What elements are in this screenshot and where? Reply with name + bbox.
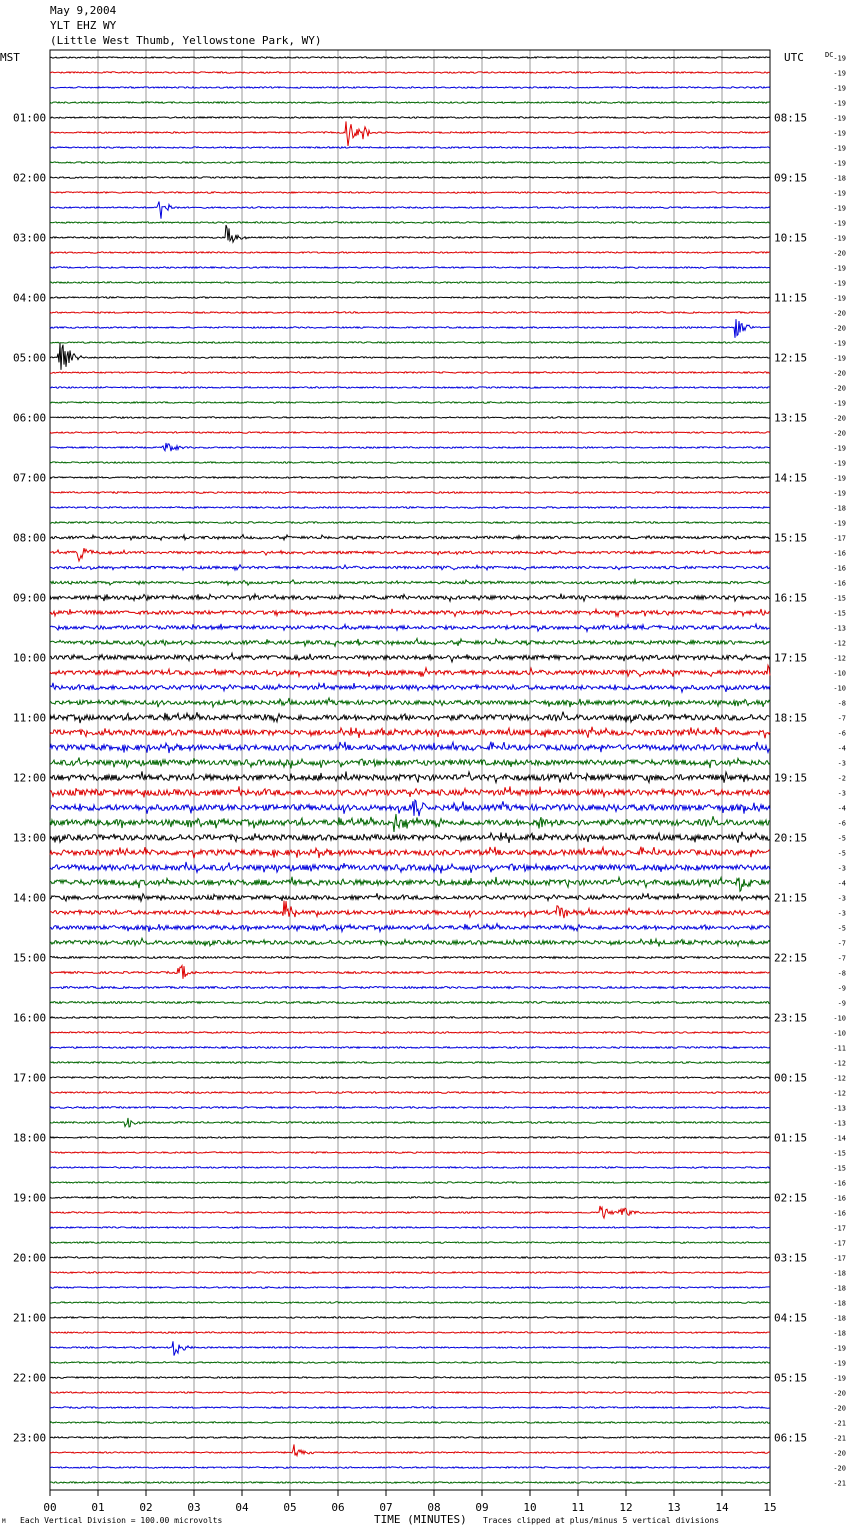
- dc-offset-label: -12: [833, 639, 846, 648]
- right-hour-label: 10:15: [774, 231, 808, 245]
- trace-row-18: [50, 319, 770, 338]
- trace-row-81: [50, 1272, 770, 1273]
- trace-row-13: [50, 252, 770, 253]
- trace-row-29: [50, 492, 770, 494]
- trace-row-80: [50, 1257, 770, 1258]
- trace-row-79: [50, 1242, 770, 1243]
- dc-offset-label: -19: [833, 264, 846, 273]
- trace-row-88: [50, 1377, 770, 1378]
- trace-row-40: [50, 653, 770, 662]
- corner-mark: M: [2, 1518, 6, 1525]
- trace-row-2: [50, 87, 770, 88]
- dc-offset-label: -21: [833, 1419, 846, 1428]
- dc-offset-label: -12: [833, 1059, 846, 1068]
- right-hour-label: 19:15: [774, 771, 808, 785]
- dc-offset-label: -15: [833, 1149, 846, 1158]
- trace-row-19: [50, 342, 770, 343]
- trace-row-82: [50, 1287, 770, 1288]
- dc-offset-label: -19: [833, 294, 846, 303]
- left-hour-label: 05:00: [13, 351, 47, 365]
- trace-row-7: [50, 162, 770, 163]
- left-hour-label: 11:00: [13, 711, 47, 725]
- left-hour-label: 18:00: [13, 1131, 47, 1145]
- dc-offset-label: -9: [837, 999, 846, 1008]
- dc-offset-label: -3: [837, 909, 846, 918]
- dc-offset-label: -19: [833, 489, 846, 498]
- dc-offset-label: -4: [837, 804, 846, 813]
- x-tick-label-03: 03: [187, 1501, 201, 1514]
- dc-offset-label: -6: [837, 819, 846, 828]
- right-timezone-label: UTC: [784, 51, 804, 64]
- dc-offset-header: DC: [825, 51, 834, 59]
- trace-row-62: [50, 987, 770, 989]
- dc-offset-label: -13: [833, 1104, 846, 1113]
- trace-row-93: [50, 1444, 770, 1455]
- trace-rows: [50, 57, 770, 1483]
- trace-row-84: [50, 1317, 770, 1318]
- dc-offset-label: -13: [833, 1119, 846, 1128]
- dc-offset-label: -20: [833, 1389, 846, 1398]
- dc-offset-label: -18: [833, 174, 846, 183]
- trace-row-61: [50, 966, 770, 979]
- trace-row-72: [50, 1137, 770, 1138]
- right-hour-label: 15:15: [774, 531, 808, 545]
- trace-row-70: [50, 1107, 770, 1109]
- right-hour-label: 17:15: [774, 651, 808, 665]
- trace-row-43: [50, 698, 770, 707]
- dc-offset-label: -19: [833, 204, 846, 213]
- trace-row-36: [50, 594, 770, 602]
- dc-offset-label: -15: [833, 609, 846, 618]
- dc-offset-label: -19: [833, 459, 846, 468]
- x-tick-label-13: 13: [667, 1501, 681, 1514]
- left-timezone-label: MST: [0, 51, 20, 64]
- dc-offset-label: -16: [833, 549, 846, 558]
- x-tick-label-11: 11: [571, 1501, 585, 1514]
- dc-offset-label: -15: [833, 594, 846, 603]
- trace-row-38: [50, 624, 770, 632]
- trace-row-50: [50, 800, 770, 816]
- dc-offset-label: -19: [833, 84, 846, 93]
- location-label: (Little West Thumb, Yellowstone Park, WY): [50, 34, 322, 47]
- trace-row-24: [50, 417, 770, 418]
- dc-offset-label: -18: [833, 1284, 846, 1293]
- right-hour-label: 05:15: [774, 1371, 808, 1385]
- dc-offset-label: -14: [833, 1134, 846, 1143]
- left-hour-label: 19:00: [13, 1191, 47, 1205]
- right-hour-label: 01:15: [774, 1131, 808, 1145]
- dc-offset-label: -19: [833, 519, 846, 528]
- dc-offset-label: -10: [833, 1014, 846, 1023]
- dc-offset-label: -17: [833, 1254, 846, 1263]
- right-hour-label: 08:15: [774, 111, 808, 125]
- dc-offset-label: -16: [833, 1194, 846, 1203]
- left-hour-label: 22:00: [13, 1371, 47, 1385]
- dc-offset-label: -21: [833, 1434, 846, 1443]
- x-tick-label-05: 05: [283, 1501, 297, 1514]
- dc-offset-label: -19: [833, 444, 846, 453]
- right-hour-label: 09:15: [774, 171, 808, 185]
- left-hour-label: 23:00: [13, 1431, 47, 1445]
- left-hour-label: 06:00: [13, 411, 47, 425]
- trace-row-15: [50, 282, 770, 283]
- dc-offset-label: -20: [833, 1404, 846, 1413]
- x-tick-label-02: 02: [139, 1501, 153, 1514]
- dc-offset-label: -11: [833, 1044, 846, 1053]
- dc-offset-label: -19: [833, 189, 846, 198]
- left-hour-label: 03:00: [13, 231, 47, 245]
- dc-offset-label: -19: [833, 1344, 846, 1353]
- dc-offset-label: -19: [833, 279, 846, 288]
- dc-offset-label: -19: [833, 144, 846, 153]
- trace-row-30: [50, 507, 770, 509]
- trace-row-56: [50, 893, 770, 901]
- dc-offset-label: -7: [837, 954, 846, 963]
- trace-row-48: [50, 771, 770, 782]
- trace-row-39: [50, 639, 770, 647]
- trace-row-67: [50, 1062, 770, 1064]
- x-tick-label-14: 14: [715, 1501, 729, 1514]
- dc-offset-label: -12: [833, 1074, 846, 1083]
- left-hour-label: 15:00: [13, 951, 47, 965]
- trace-row-32: [50, 535, 770, 540]
- trace-row-46: [50, 742, 770, 753]
- dc-offset-label: -19: [833, 159, 846, 168]
- dc-offset-label: -13: [833, 624, 846, 633]
- dc-offset-label: -5: [837, 834, 846, 843]
- trace-row-78: [50, 1227, 770, 1228]
- trace-row-31: [50, 522, 770, 524]
- trace-row-22: [50, 387, 770, 388]
- right-hour-label: 23:15: [774, 1011, 808, 1025]
- dc-offset-label: -19: [833, 399, 846, 408]
- dc-offset-label: -3: [837, 864, 846, 873]
- dc-offset-label: -2: [837, 774, 846, 783]
- dc-offset-label: -19: [833, 219, 846, 228]
- dc-offset-label: -21: [833, 1479, 846, 1488]
- trace-row-10: [50, 202, 770, 219]
- left-hour-label: 13:00: [13, 831, 47, 845]
- trace-row-87: [50, 1362, 770, 1363]
- dc-offset-label: -5: [837, 849, 846, 858]
- left-hour-label: 17:00: [13, 1071, 47, 1085]
- right-hour-label: 16:15: [774, 591, 808, 605]
- dc-offset-label: -20: [833, 309, 846, 318]
- right-hour-label: 13:15: [774, 411, 808, 425]
- trace-row-55: [50, 877, 770, 892]
- dc-offset-label: -20: [833, 1449, 846, 1458]
- dc-offset-label: -4: [837, 879, 846, 888]
- x-tick-label-04: 04: [235, 1501, 249, 1514]
- dc-offset-label: -19: [833, 354, 846, 363]
- left-hour-label: 21:00: [13, 1311, 47, 1325]
- x-tick-label-15: 15: [763, 1501, 777, 1514]
- left-hour-label: 07:00: [13, 471, 47, 485]
- x-tick-label-07: 07: [379, 1501, 393, 1514]
- trace-row-85: [50, 1332, 770, 1333]
- right-hour-label: 14:15: [774, 471, 808, 485]
- dc-offset-label: -18: [833, 1299, 846, 1308]
- trace-row-89: [50, 1392, 770, 1393]
- right-hour-label: 02:15: [774, 1191, 808, 1205]
- dc-offset-label: -19: [833, 99, 846, 108]
- dc-offset-label: -12: [833, 654, 846, 663]
- trace-row-5: [50, 121, 770, 146]
- trace-row-83: [50, 1302, 770, 1303]
- trace-row-14: [50, 267, 770, 268]
- trace-row-28: [50, 477, 770, 479]
- dc-offset-label: -19: [833, 1359, 846, 1368]
- dc-offset-label: -20: [833, 1464, 846, 1473]
- trace-row-1: [50, 72, 770, 73]
- x-axis-title: TIME (MINUTES): [374, 1513, 467, 1526]
- dc-offset-label: -18: [833, 504, 846, 513]
- dc-offset-label: -16: [833, 1179, 846, 1188]
- dc-offset-label: -19: [833, 129, 846, 138]
- trace-row-45: [50, 727, 770, 739]
- right-hour-label: 11:15: [774, 291, 808, 305]
- station-label: YLT EHZ WY: [50, 19, 117, 32]
- trace-row-51: [50, 814, 770, 832]
- right-hour-label: 03:15: [774, 1251, 808, 1265]
- trace-row-21: [50, 372, 770, 373]
- x-tick-label-09: 09: [475, 1501, 489, 1514]
- clip-note: Traces clipped at plus/minus 5 vertical divisions: [483, 1516, 720, 1525]
- left-hour-label: 08:00: [13, 531, 47, 545]
- trace-row-35: [50, 580, 770, 585]
- dc-offset-label: -3: [837, 894, 846, 903]
- trace-row-66: [50, 1047, 770, 1049]
- trace-row-8: [50, 177, 770, 178]
- trace-row-64: [50, 1017, 770, 1019]
- x-tick-label-08: 08: [427, 1501, 441, 1514]
- trace-row-17: [50, 312, 770, 313]
- dc-offset-label: -18: [833, 1314, 846, 1323]
- dc-offset-label: -3: [837, 789, 846, 798]
- dc-offset-label: -16: [833, 564, 846, 573]
- axis-labels: [0, 51, 846, 1526]
- dc-offset-label: -20: [833, 249, 846, 258]
- trace-row-34: [50, 565, 770, 570]
- trace-row-4: [50, 117, 770, 118]
- trace-row-58: [50, 924, 770, 932]
- trace-row-74: [50, 1167, 770, 1168]
- right-hour-label: 18:15: [774, 711, 808, 725]
- right-hour-label: 20:15: [774, 831, 808, 845]
- dc-offset-label: -19: [833, 234, 846, 243]
- dc-offset-label: -18: [833, 1329, 846, 1338]
- trace-row-12: [50, 225, 770, 242]
- left-hour-label: 04:00: [13, 291, 47, 305]
- trace-row-68: [50, 1077, 770, 1079]
- trace-row-25: [50, 432, 770, 433]
- dc-offset-label: -9: [837, 984, 846, 993]
- x-tick-label-06: 06: [331, 1501, 345, 1514]
- trace-row-86: [50, 1341, 770, 1355]
- trace-row-37: [50, 609, 770, 617]
- trace-row-90: [50, 1407, 770, 1408]
- dc-offset-label: -18: [833, 1269, 846, 1278]
- dc-offset-label: -20: [833, 384, 846, 393]
- dc-offset-label: -16: [833, 579, 846, 588]
- x-tick-label-00: 00: [43, 1501, 57, 1514]
- trace-row-16: [50, 297, 770, 298]
- trace-row-20: [50, 343, 770, 370]
- trace-row-23: [50, 402, 770, 403]
- right-hour-label: 00:15: [774, 1071, 808, 1085]
- trace-row-91: [50, 1422, 770, 1423]
- dc-offset-label: -5: [837, 924, 846, 933]
- left-hour-label: 16:00: [13, 1011, 47, 1025]
- trace-row-63: [50, 1002, 770, 1004]
- trace-row-65: [50, 1032, 770, 1034]
- trace-row-60: [50, 957, 770, 959]
- trace-row-53: [50, 847, 770, 859]
- left-hour-label: 09:00: [13, 591, 47, 605]
- trace-row-59: [50, 938, 770, 946]
- trace-row-47: [50, 758, 770, 769]
- scale-note: Each Vertical Division = 100.00 microvolts: [20, 1516, 223, 1525]
- trace-row-26: [50, 443, 770, 451]
- dc-offset-label: -10: [833, 669, 846, 678]
- right-hour-label: 22:15: [774, 951, 808, 965]
- trace-row-92: [50, 1437, 770, 1438]
- trace-row-49: [50, 786, 770, 797]
- trace-row-27: [50, 462, 770, 463]
- trace-row-73: [50, 1152, 770, 1153]
- trace-row-6: [50, 147, 770, 148]
- trace-row-42: [50, 683, 770, 692]
- trace-row-9: [50, 192, 770, 193]
- left-hour-label: 01:00: [13, 111, 47, 125]
- dc-offset-label: -20: [833, 414, 846, 423]
- x-tick-label-12: 12: [619, 1501, 633, 1514]
- right-hour-label: 21:15: [774, 891, 808, 905]
- trace-row-95: [50, 1482, 770, 1483]
- x-tick-label-10: 10: [523, 1501, 537, 1514]
- dc-offset-label: -20: [833, 369, 846, 378]
- dc-offset-label: -20: [833, 429, 846, 438]
- right-hour-label: 04:15: [774, 1311, 808, 1325]
- dc-offset-label: -19: [833, 339, 846, 348]
- trace-row-44: [50, 712, 770, 724]
- dc-offset-label: -8: [837, 969, 846, 978]
- dc-offset-label: -12: [833, 1089, 846, 1098]
- trace-row-41: [50, 665, 770, 677]
- trace-row-69: [50, 1092, 770, 1094]
- trace-row-33: [50, 548, 770, 561]
- dc-offset-label: -17: [833, 1239, 846, 1248]
- dc-offset-label: -17: [833, 534, 846, 543]
- dc-offset-label: -19: [833, 474, 846, 483]
- dc-offset-label: -8: [837, 699, 846, 708]
- plot-frame: [50, 50, 770, 1490]
- trace-row-77: [50, 1206, 770, 1218]
- dc-offset-label: -19: [833, 1374, 846, 1383]
- trace-row-71: [50, 1118, 770, 1127]
- left-hour-label: 02:00: [13, 171, 47, 185]
- left-hour-label: 10:00: [13, 651, 47, 665]
- dc-offset-label: -16: [833, 1209, 846, 1218]
- trace-row-0: [50, 57, 770, 58]
- trace-row-52: [50, 832, 770, 843]
- dc-offset-label: -19: [833, 54, 846, 63]
- dc-offset-label: -10: [833, 684, 846, 693]
- dc-offset-label: -19: [833, 69, 846, 78]
- left-hour-label: 12:00: [13, 771, 47, 785]
- right-hour-label: 06:15: [774, 1431, 808, 1445]
- left-hour-label: 14:00: [13, 891, 47, 905]
- trace-row-54: [50, 862, 770, 874]
- date-label: May 9,2004: [50, 4, 117, 17]
- trace-row-76: [50, 1197, 770, 1198]
- dc-offset-label: -20: [833, 324, 846, 333]
- trace-row-3: [50, 102, 770, 103]
- dc-offset-label: -19: [833, 114, 846, 123]
- x-tick-label-01: 01: [91, 1501, 105, 1514]
- trace-row-94: [50, 1467, 770, 1468]
- right-hour-label: 12:15: [774, 351, 808, 365]
- trace-row-75: [50, 1182, 770, 1183]
- trace-row-11: [50, 222, 770, 223]
- dc-offset-label: -10: [833, 1029, 846, 1038]
- dc-offset-label: -3: [837, 759, 846, 768]
- dc-offset-label: -15: [833, 1164, 846, 1173]
- dc-offset-label: -7: [837, 714, 846, 723]
- dc-offset-label: -4: [837, 744, 846, 753]
- left-hour-label: 20:00: [13, 1251, 47, 1265]
- dc-offset-label: -6: [837, 729, 846, 738]
- trace-row-57: [50, 901, 770, 918]
- dc-offset-label: -7: [837, 939, 846, 948]
- dc-offset-label: -17: [833, 1224, 846, 1233]
